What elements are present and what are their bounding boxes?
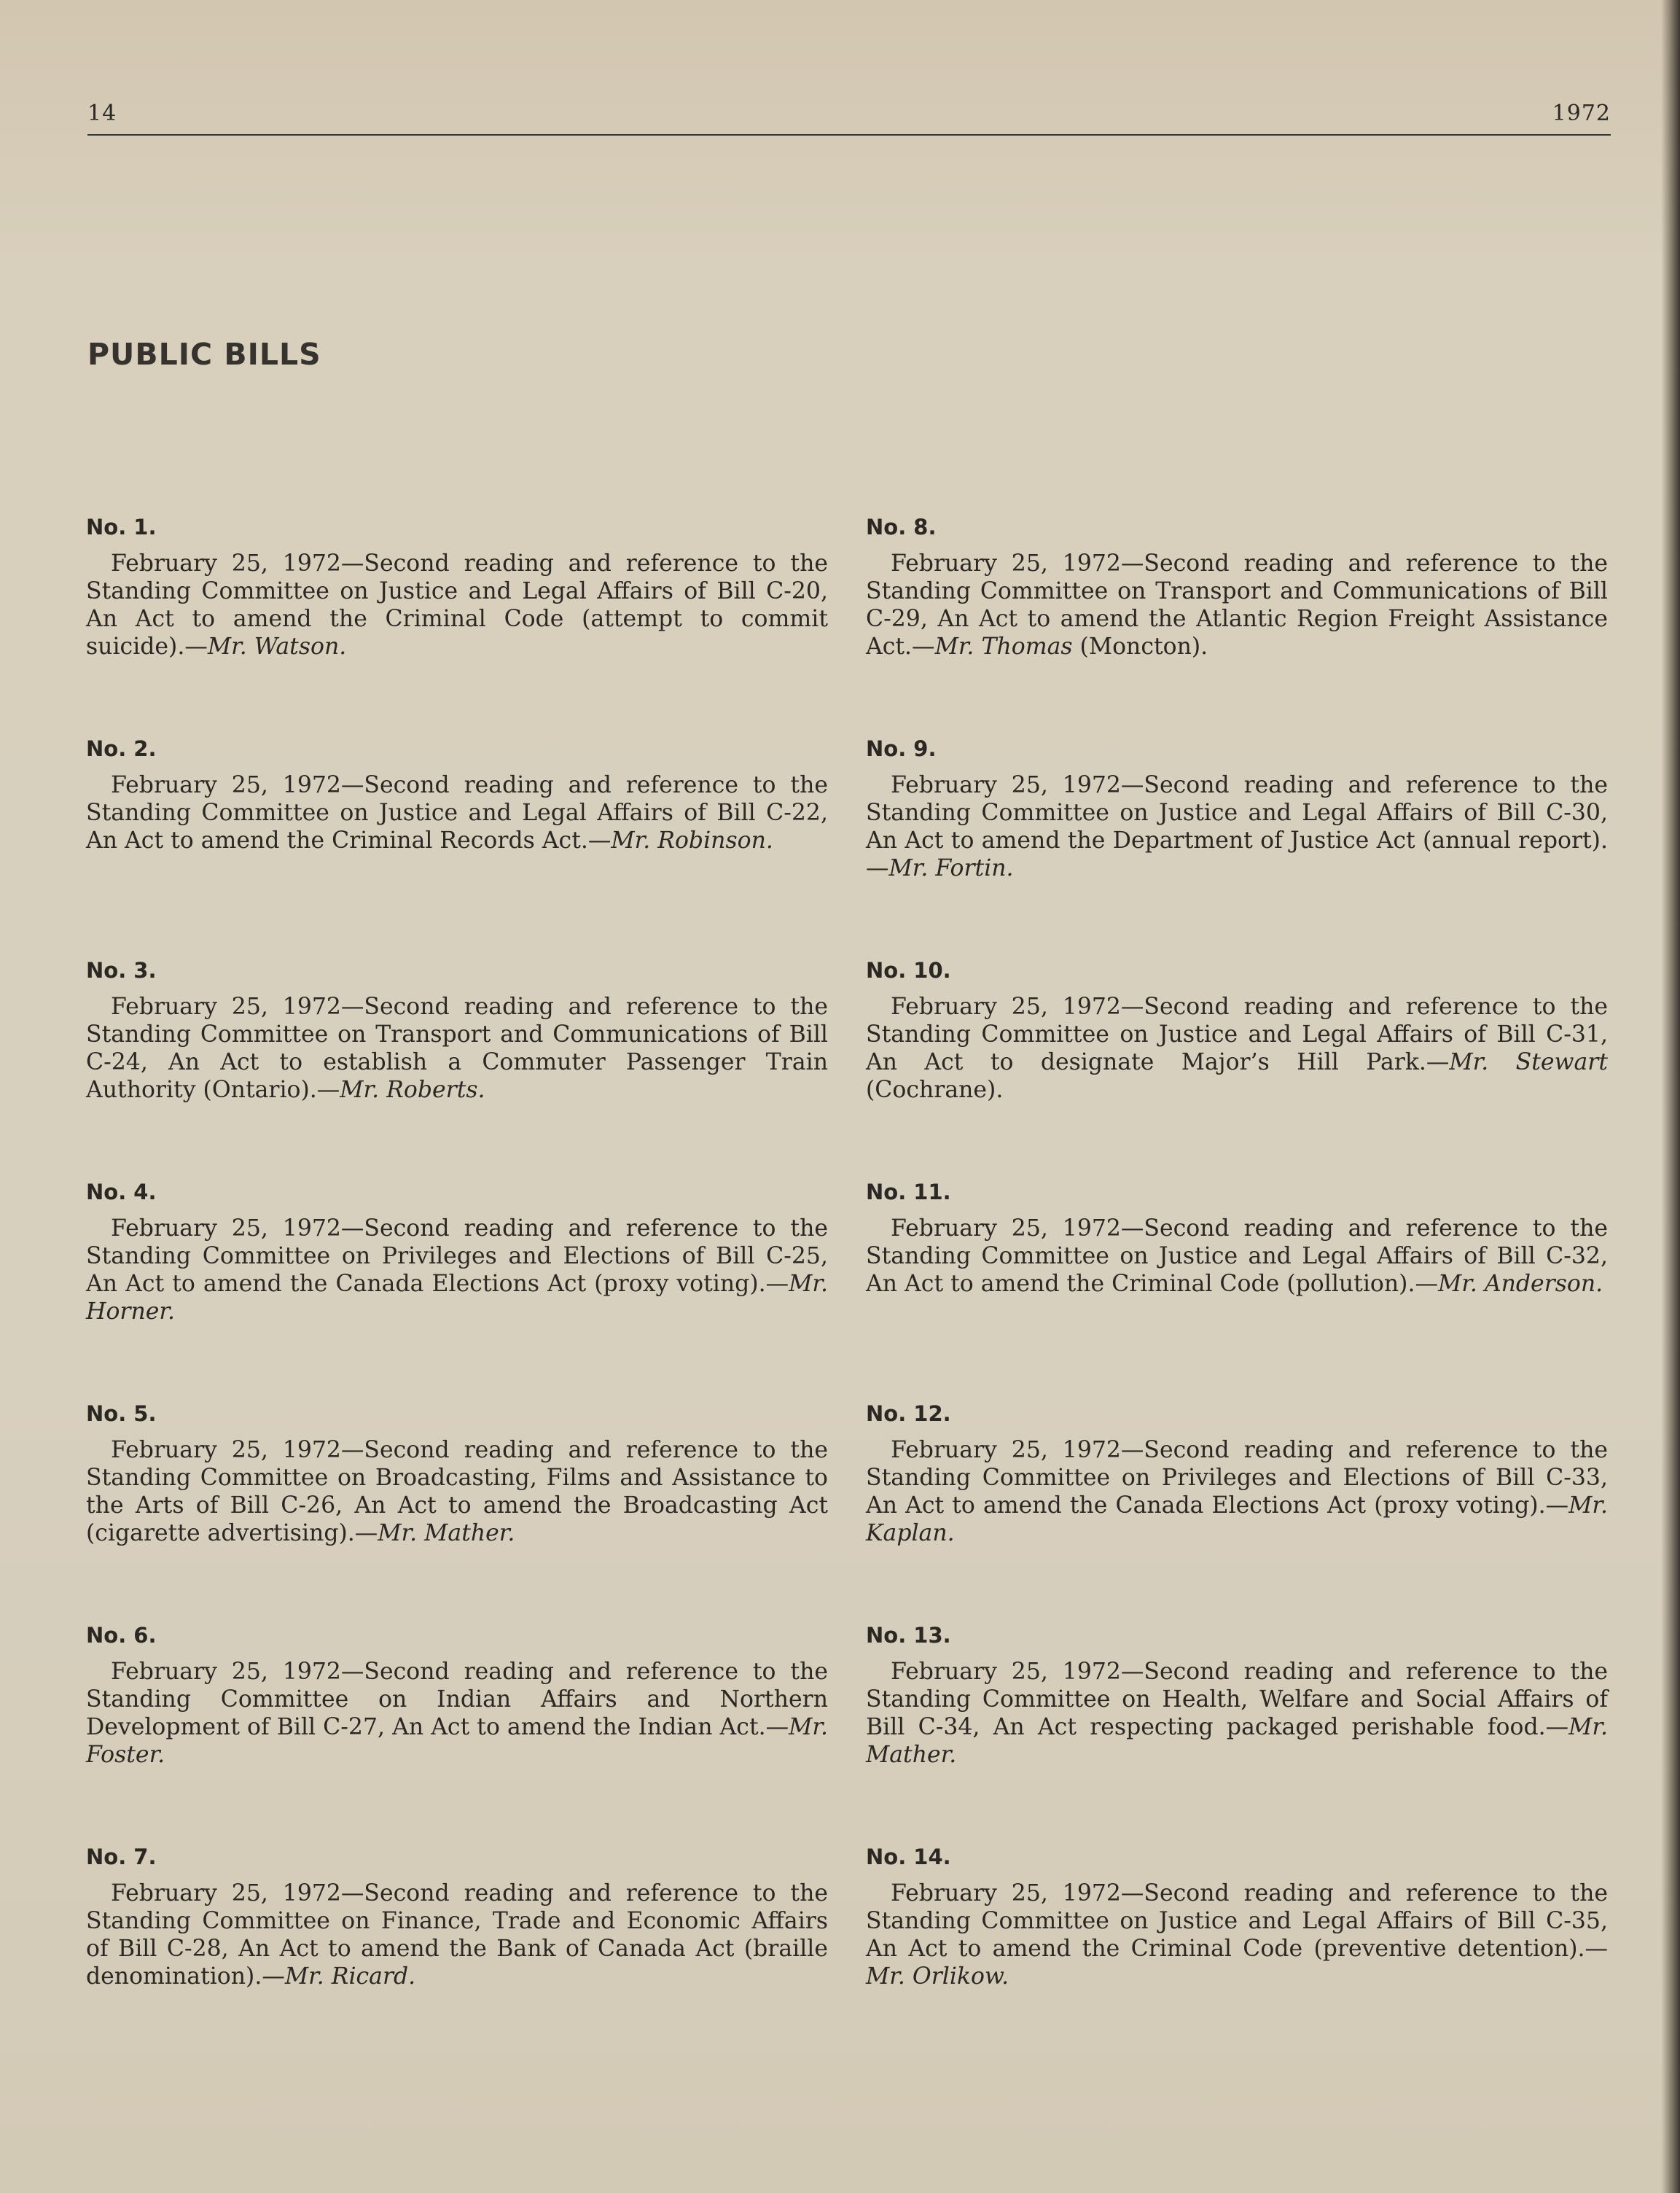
- bill-entry: [866, 955, 1608, 1177]
- bill-sponsor: Mr. Robinson.: [611, 827, 773, 854]
- bill-entry: [86, 1620, 828, 1842]
- bill-entry: [866, 733, 1608, 955]
- header-year: 1972: [1552, 101, 1611, 126]
- bill-text: [86, 993, 828, 1104]
- bill-description: February 25, 1972—Second reading and reference to the Standing Committee on Justice and Legal Affairs of Bill C-20, An Act to amend the Criminal Code (attempt to commit suicide).—: [86, 550, 828, 660]
- bill-sponsor: Mr. Watson.: [207, 634, 347, 660]
- right-column: [866, 512, 1608, 2063]
- bill-number: No. 2.: [86, 736, 157, 761]
- bill-number: No. 3.: [86, 958, 157, 983]
- bill-entry: [866, 1177, 1608, 1398]
- bill-description: February 25, 1972—Second reading and reference to the Standing Committee on Justice and Legal Affairs of Bill C-32, An Act to amend the Criminal Code (pollution).—: [866, 1215, 1608, 1297]
- bill-entry: [86, 733, 828, 955]
- bill-description: February 25, 1972—Second reading and reference to the Standing Committee on Justice and Legal Affairs of Bill C-22, An Act to amend the Criminal Records Act.—: [86, 772, 828, 854]
- bill-number: No. 10.: [866, 958, 951, 983]
- bill-entry: [866, 1842, 1608, 2063]
- bill-sponsor: Mr. Anderson.: [1437, 1271, 1603, 1297]
- bill-description: February 25, 1972—Second reading and reference to the Standing Committee on Justice and Legal Affairs of Bill C-30, An Act to amend the Department of Justice Act (annual report).—: [866, 772, 1608, 881]
- bill-description: February 25, 1972—Second reading and reference to the Standing Committee on Finance, Trade and Economic Affairs of Bill C-28, An Act to amend the Bank of Canada Act (braille denomination).—: [86, 1880, 828, 1990]
- bill-text: [866, 1880, 1608, 1990]
- bill-description: February 25, 1972—Second reading and reference to the Standing Committee on Transport and Communications of Bill C-24, An Act to establish a Commuter Passenger Train Authority (Ontario).—: [86, 994, 828, 1103]
- bill-text: [86, 1658, 828, 1769]
- bill-entry: [86, 1842, 828, 2063]
- bill-sponsor: Mr. Horner.: [86, 1271, 828, 1325]
- section-title: PUBLIC BILLS: [87, 337, 321, 372]
- running-header: [87, 101, 1611, 136]
- bill-text: [866, 1436, 1608, 1547]
- page-number: 14: [87, 101, 117, 126]
- bill-sponsor: Mr. Thomas: [934, 634, 1073, 660]
- bill-entry: [86, 512, 828, 733]
- bill-text: [866, 993, 1608, 1104]
- bill-entry: [866, 512, 1608, 733]
- bill-description: February 25, 1972—Second reading and reference to the Standing Committee on Justice and Legal Affairs of Bill C-31, An Act to designate Major’s Hill Park.—: [866, 994, 1608, 1075]
- bill-description: February 25, 1972—Second reading and reference to the Standing Committee on Justice and Legal Affairs of Bill C-35, An Act to amend the Criminal Code (preventive detention).—: [866, 1880, 1608, 1962]
- bill-sponsor: Mr. Fortin.: [888, 855, 1014, 881]
- bill-entry: [86, 1177, 828, 1398]
- bill-text: [866, 1215, 1608, 1298]
- bill-number: No. 8.: [866, 515, 937, 540]
- bill-number: No. 12.: [866, 1401, 951, 1426]
- bill-sponsor: Mr. Mather.: [378, 1520, 515, 1546]
- bill-number: No. 11.: [866, 1180, 951, 1204]
- bill-text: [866, 550, 1608, 661]
- bill-sponsor: Mr. Mather.: [866, 1714, 1608, 1768]
- bill-number: No. 5.: [86, 1401, 157, 1426]
- bill-description: February 25, 1972—Second reading and reference to the Standing Committee on Transport and Communications of Bill C-29, An Act to amend the Atlantic Region Freight Assistance Act.—: [866, 550, 1608, 660]
- bill-sponsor: Mr. Stewart: [1449, 1049, 1608, 1075]
- bill-description: February 25, 1972—Second reading and reference to the Standing Committee on Health, Welfare and Social Affairs of Bill C-34, An Act respecting packaged perishable food.—: [866, 1659, 1608, 1740]
- bill-number: No. 1.: [86, 515, 157, 540]
- bill-entry: [866, 1398, 1608, 1620]
- left-column: [86, 512, 828, 2063]
- bill-description: February 25, 1972—Second reading and reference to the Standing Committee on Broadcasting, Films and Assistance to the Arts of Bill C-26, An Act to amend the Broadcasting Act (cigarette advertising).—: [86, 1437, 828, 1546]
- bill-entry: [866, 1620, 1608, 1842]
- bill-entry: [86, 955, 828, 1177]
- bill-sponsor-riding: (Moncton).: [1072, 634, 1208, 660]
- bill-number: No. 13.: [866, 1623, 951, 1648]
- bill-number: No. 14.: [866, 1845, 951, 1869]
- bill-sponsor: Mr. Ricard.: [284, 1963, 416, 1990]
- bill-number: No. 4.: [86, 1180, 157, 1204]
- bill-entry: [86, 1398, 828, 1620]
- bill-description: February 25, 1972—Second reading and reference to the Standing Committee on Privileges and Elections of Bill C-33, An Act to amend the Canada Elections Act (proxy voting).—: [866, 1437, 1608, 1519]
- bill-text: [86, 1880, 828, 1990]
- bill-description: February 25, 1972—Second reading and reference to the Standing Committee on Indian Affairs and Northern Development of Bill C-27, An Act to amend the Indian Act.—: [86, 1659, 828, 1740]
- bill-sponsor: Mr. Orlikow.: [866, 1963, 1009, 1990]
- bill-text: [86, 1215, 828, 1325]
- bill-number: No. 6.: [86, 1623, 157, 1648]
- bill-description: February 25, 1972—Second reading and reference to the Standing Committee on Privileges and Elections of Bill C-25, An Act to amend the Canada Elections Act (proxy voting).—: [86, 1215, 828, 1297]
- bill-text: [86, 550, 828, 661]
- bill-sponsor-riding: (Cochrane).: [866, 1077, 1004, 1103]
- bill-text: [86, 771, 828, 854]
- page-edge-shadow: [1661, 0, 1680, 2193]
- bill-text: [866, 771, 1608, 882]
- bill-sponsor: Mr. Roberts.: [340, 1077, 485, 1103]
- bill-number: No. 7.: [86, 1845, 157, 1869]
- bill-sponsor: Mr. Kaplan.: [866, 1492, 1608, 1546]
- bill-text: [86, 1436, 828, 1547]
- bill-text: [866, 1658, 1608, 1769]
- bill-number: No. 9.: [866, 736, 937, 761]
- bill-sponsor: Mr. Foster.: [86, 1714, 828, 1768]
